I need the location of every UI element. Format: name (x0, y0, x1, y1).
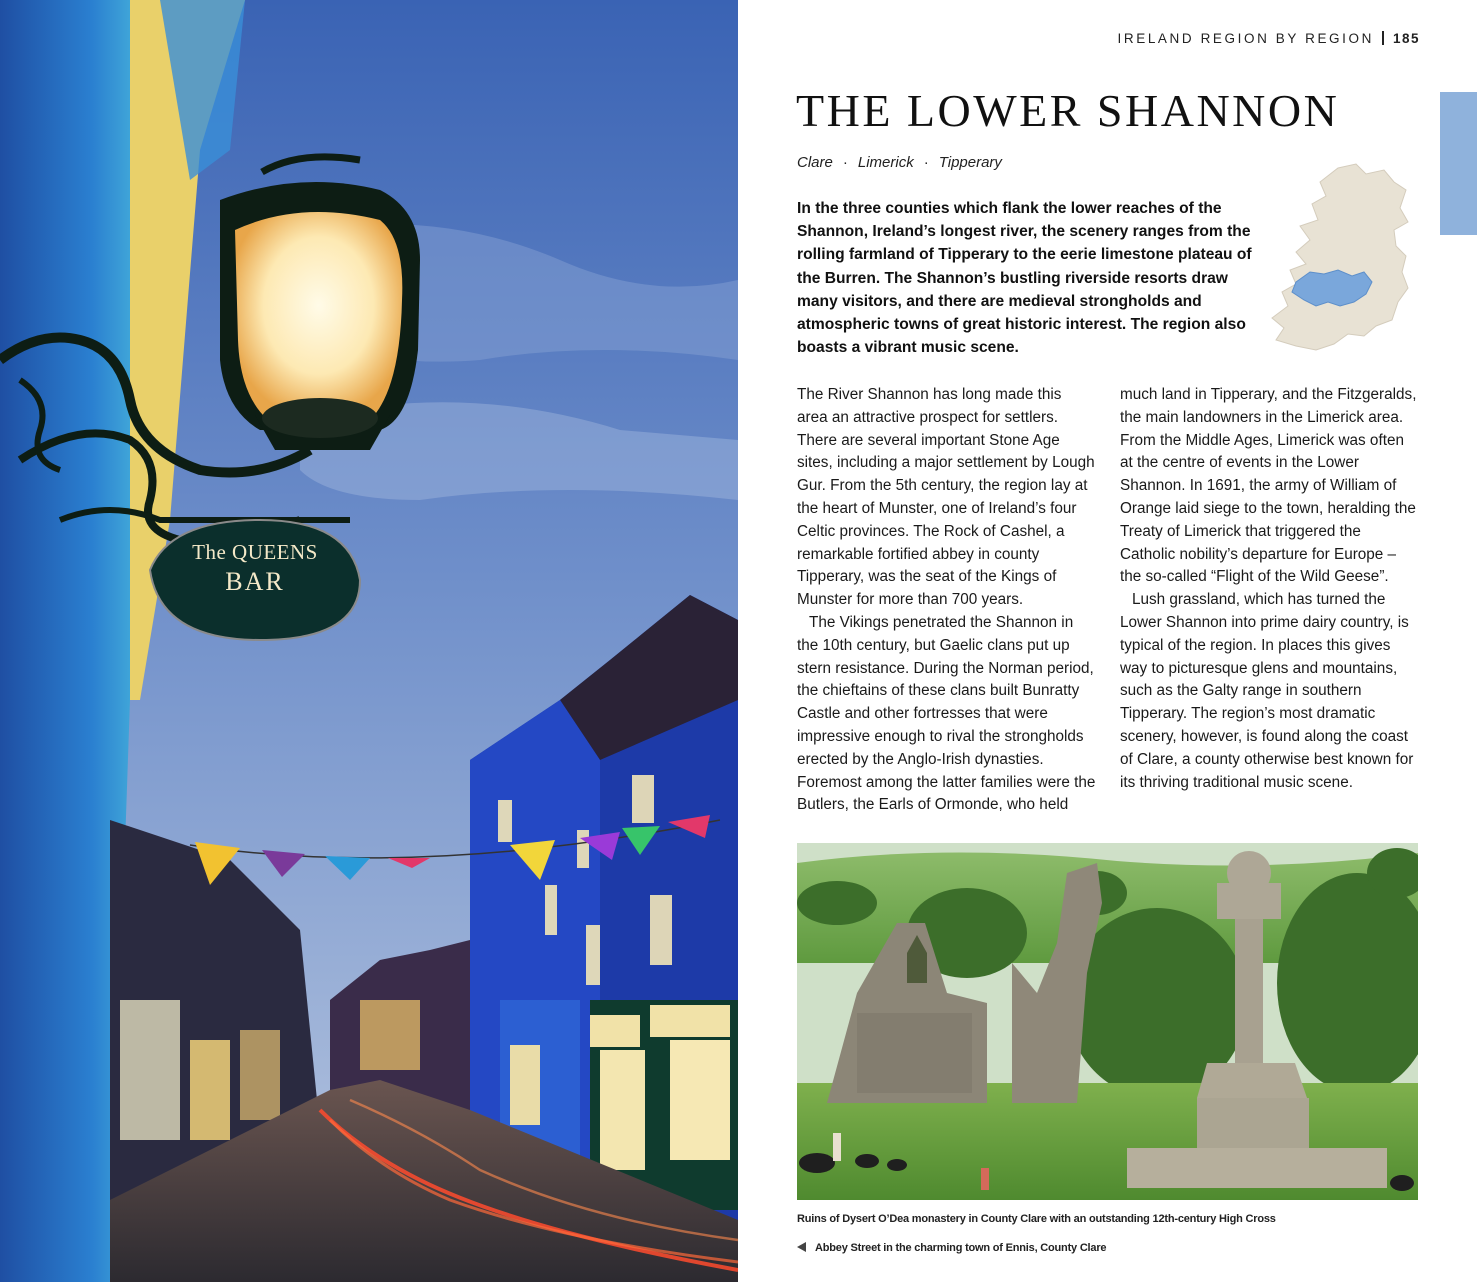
page-number: 185 (1392, 31, 1420, 46)
chapter-tab (1440, 92, 1477, 235)
body-paragraph: The Vikings penetrated the Shannon in the 10th century, but Gaelic clans put up stern resistance. During the Norman period, the chieftains of these clans built Bunratty Castle and other fortresses that were impressive enough to rival the strongholds erected by the Anglo-Irish dynasties. Foremost among the latter families were the Butlers, the Earls of Ormonde, who held much land in Tipperary, and the Fitzgeralds, the main landowners in the Limerick area. From the Middle Ages, Limerick was often at the centre of events in the Lower Shannon. In 1691, the army of William of Orange laid siege to the town, heralding the Treaty of Limerick that triggered the Catholic nobility’s departure for Europe – the so-called “Flight of the Wild Geese”. (797, 386, 1417, 814)
pub-sign-line1: The QUEENS (192, 540, 318, 564)
ruins-photo (797, 843, 1418, 1200)
section-name: IRELAND REGION BY REGION (1117, 31, 1374, 46)
street-caption (797, 1242, 1106, 1254)
ireland-locator-map (1266, 160, 1416, 355)
page-title: THE LOWER SHANNON (796, 85, 1340, 136)
pub-sign (150, 540, 360, 597)
county-name: Tipperary (938, 154, 1002, 171)
left-arrow-icon (797, 1242, 806, 1252)
ruins-caption: Ruins of Dysert O’Dea monastery in County Clare with an outstanding 12th-century High Cross (797, 1213, 1276, 1225)
body-paragraph: The River Shannon has long made this area an attractive prospect for settlers. There are several important Stone Age sites, including a major settlement by Lough Gur. From the 5th century, the region lay at the heart of Munster, one of Ireland’s four Celtic provinces. The Rock of Cashel, a remarkable fortified abbey in county Tipperary, was the seat of the Kings of Munster for more than 700 years. (797, 386, 1095, 609)
intro-paragraph: In the three counties which flank the lower reaches of the Shannon, Ireland’s longest river, the scenery ranges from the rolling farmland of Tipperary to the eerie limestone plateau of the Burren. The Shannon’s bustling riverside resorts draw many visitors, and there are medieval strongholds and atmospheric towns of great historic interest. The region also boasts a vibrant music scene. (797, 200, 1252, 357)
body-paragraph: Lush grassland, which has turned the Lower Shannon into prime dairy country, is typical of the region. In places this gives way to picturesque glens and mountains, such as the Galty range in southern Tipperary. The region’s most dramatic scenery, however, is found along the coast of Clare, a county otherwise best known for its thriving traditional music scene. (1120, 591, 1414, 791)
county-name: Clare (797, 154, 833, 171)
street-photo (0, 0, 738, 1282)
pub-sign-line2: BAR (225, 567, 285, 596)
running-head (1060, 31, 1420, 46)
street-caption-text: Abbey Street in the charming town of Ennis, County Clare (815, 1242, 1107, 1254)
body-text (797, 384, 1419, 824)
county-name: Limerick (857, 154, 914, 171)
counties-list: Clare · Limerick · Tipperary (797, 154, 1002, 171)
divider (1382, 31, 1384, 45)
